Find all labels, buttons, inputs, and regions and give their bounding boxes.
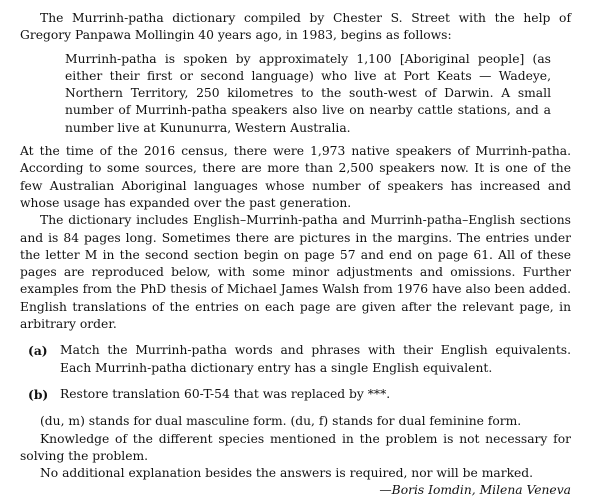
census-paragraph: At the time of the 2016 census, there were 1,973 native speakers of Murrinh-patha. According to some sources, there are more than 2,500 speakers now. It is one of the few Australian Aboriginal languages whose number of speakers has increased and whose usage has expanded over the past generation. xyxy=(20,144,571,210)
intro-paragraph: The Murrinh-patha dictionary compiled by Chester S. Street with the help of Gregory Panpawa Mollingin 40 years ago, in 1983, begins as follows: xyxy=(20,11,571,43)
task-a-text: Match the Murrinh-patha words and phrases with their English equivalents. Each Murrinh-patha dictionary entry has a single English equivalent. xyxy=(60,343,571,375)
note-dual-forms: (du, m) stands for dual masculine form. (du, f) stands for dual feminine form. xyxy=(40,414,522,429)
task-b-label: (b) xyxy=(28,386,49,402)
notes-section xyxy=(20,413,571,482)
note-species: Knowledge of the different species mentioned in the problem is not necessary for solving the problem. xyxy=(20,431,571,463)
dictionary-description-paragraph: The dictionary includes English–Murrinh-patha and Murrinh-patha–English sections and is 84 pages long. Sometimes there are pictures in the margins. The entries under the letter M in the second section begin on page 57 and end on page 61. All of these pages are reproduced below, with some minor adjustments and omissions. Further examples from the PhD thesis of Michael James Walsh from 1976 have also been added. English translations of the entries on each page are given after the relevant page, in arbitrary order. xyxy=(20,213,571,332)
task-b-text: Restore translation 60-T-54 that was replaced by ***. xyxy=(60,386,391,401)
dictionary-quote: Murrinh-patha is spoken by approximately 1,100 [Aboriginal people] (as either their first or second language) who live at Port Keats — Wadeye, Northern Territory, 250 kilometres to the south-west of Darwin. A small number of Murrinh-patha speakers also live on nearby cattle stations, and a number live at Kununurra, Western Australia. xyxy=(65,51,551,135)
author-signature: —Boris Iomdin, Milena Veneva xyxy=(379,483,571,498)
task-a-label: (a) xyxy=(28,343,48,359)
note-explanation: No additional explanation besides the answers is required, nor will be marked. xyxy=(40,466,534,481)
task-a xyxy=(20,342,571,377)
task-b xyxy=(20,386,571,403)
